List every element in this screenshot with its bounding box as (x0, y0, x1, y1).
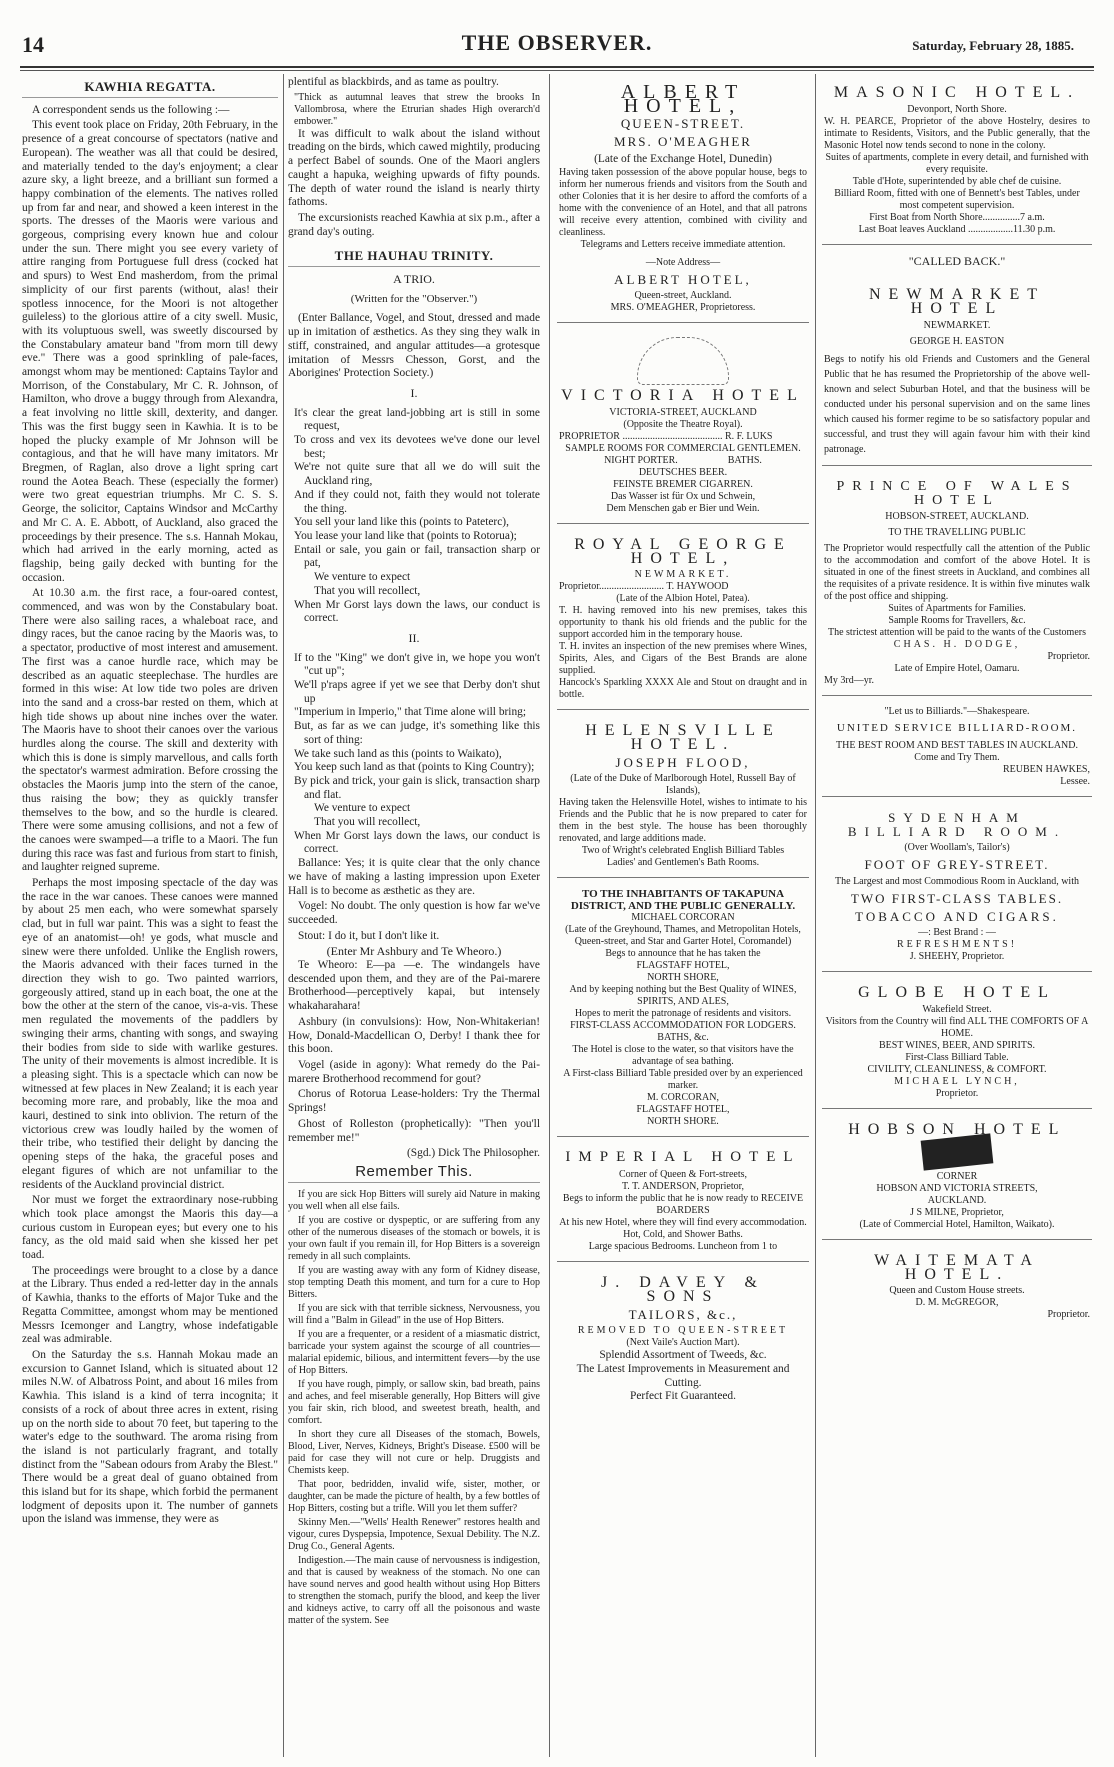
ad-text: AUCKLAND. (927, 1194, 987, 1206)
ad-body: Begs to notify his old Friends and Customers and the General Public that he has resumed the Proprietorship of the above well-known and select Suburban Hotel, and that the business will be conducted under his personal supervision and on the same lines which caused his former regime to be so satisfactory popular and successful, and trust they will again favour him with their kind patronage. (824, 353, 1090, 455)
ad-newmarket-hotel (822, 278, 1092, 465)
ad-text: (Opposite the Theatre Royal). (623, 418, 743, 430)
ad-text: Suites of Apartments for Families. (888, 603, 1026, 615)
ad-text: TO THE TRAVELLING PUBLIC (888, 527, 1026, 539)
ad-paragraph: If you have rough, pimply, or sallow skin, bad breath, pains and aches, and feel miserable generally, Hop Bitters will give you fair skin, rich blood, and sweetest breath, health, and comfort. (288, 1378, 540, 1426)
ad-heading: ALBERT HOTEL, (620, 81, 746, 117)
ad-text: —Note Address— (645, 256, 721, 268)
ad-text: FLAGSTAFF HOTEL, (636, 960, 730, 972)
article-continuation: plentiful as blackbirds, and as tame as poultry. (288, 76, 499, 88)
ad-imperial-hotel (557, 1141, 809, 1262)
ad-proprietor: D. M. McGREGOR, (915, 1297, 999, 1309)
ad-text: Last Boat leaves Auckland ..................11.30 p.m. (858, 223, 1056, 235)
ad-text: SAMPLE ROOMS FOR COMMERCIAL GENTLEMEN. (565, 442, 801, 454)
article-subtitle: A TRIO. (393, 272, 435, 287)
ad-text: Ladies' and Gentlemen's Bath Rooms. (606, 857, 760, 869)
article-paragraph: It was difficult to walk about the island without treading on the birds, which cawed mightily, producing a perfect Babel of sounds. One of the Maori anglers caught a hapuka, weighing upwards of fifty pounds. The depth of water round the island is nearly thirty fathoms. (288, 127, 540, 209)
ad-street: Wakefield Street. (922, 1004, 992, 1016)
ad-text: Lessee. (1060, 775, 1090, 787)
ad-text: And by keeping nothing but the Best Quality of WINES, SPIRITS, AND ALES, (569, 984, 797, 1008)
ad-paragraph: If you are wasting away with any form of Kidney disease, stop tempting Death this moment, and turn for a cure to Hop Bitters. (288, 1264, 540, 1300)
ad-text: Proprietor. (1047, 651, 1090, 663)
ad-davey-tailors (557, 1266, 809, 1412)
chorus-end: When Mr Gorst lays down the laws, our conduct is correct. (294, 829, 540, 856)
signature: (Sgd.) Dick The Philosopher. (407, 1147, 540, 1160)
ad-paragraph: If you are sick with that terrible sickness, Nervousness, you will find a "Balm in Gilead" in the use of Hop Bitters. (288, 1302, 540, 1326)
ad-heading: VICTORIA HOTEL (561, 387, 805, 405)
verse-line: But, as far as we can judge, it's something like this sort of thing: (294, 720, 540, 746)
ad-paragraph: If you are costive or dyspeptic, or are suffering from any other of the numerous diseases of the stomach or bowels, it is your own fault if you remain ill, for Hop Bitters is a sovereign remedy in all such complaints. (288, 1214, 540, 1262)
ad-text: (Late of the Exchange Hotel, Dunedin) (594, 152, 772, 165)
article-title-hauhau: THE HAUHAU TRINITY. (288, 249, 540, 267)
ad-heading: MASONIC HOTEL. (833, 84, 1081, 101)
ad-text: Sample Rooms for Travellers, &c. (888, 615, 1026, 627)
ad-text: (Late of the Duke of Marlborough Hotel, Russell Bay of Islands), (570, 773, 796, 797)
verse-line: "Imperium in Imperio," that Time alone will bring; (294, 706, 527, 719)
ad-text: Dem Menschen gab er Bier und Wein. (606, 502, 760, 514)
ad-signature: CHAS. H. DODGE, (893, 639, 1021, 651)
article-paragraph: On the Saturday the s.s. Hannah Mokau made an excursion to Gannet Island, which is situated about 12 miles N.W. of Albatross Point, and about 16 miles from Kawhia. This island is a kind of terra incognita; it consists of a rock of about three acres in extent, rising up on the north side to about 70 feet, but tapering to the water's edge to the southward. The aroma rising from the island is not particularly fragrant, and totally distinct from the "Sabean odours from Araby the Blest." There would be a great deal of guano obtained from this island but for its shape, which forbid the permanent lodgment of deposits upon it. The number of gannets upon the island was immense, they were as (22, 1348, 278, 1526)
verse-line: We'll p'raps agree if yet we see that Derby don't shut up (294, 679, 540, 705)
dialogue: Vogel (aside in agony): What remedy do the Pai-marere Brotherhood recommend for gout? (288, 1059, 540, 1085)
ad-text: Begs to announce that he has taken the (605, 948, 761, 960)
ad-text: First Boat from North Shore...............7 a.m. (869, 211, 1045, 223)
article-paragraph: At 10.30 a.m. the first race, a four-oared contest, commenced, and was won by the Constabulary boat. There were also sailing races, a whaleboat race, and dingy races, but the canoe racing by the Maoris was, to a spectator, productive of most interest and amusement. The first was a canoe hurdle race, which may be described as an aquatic steeplechase. The hurdles are formed in this wise: At low tide two poles are driven into the sand and a cross-bar rested on them, which at high tide shows up about nine inches over the water. The Maoris have to shoot their canoes over the various hurdles along the course. The skill and dexterity with which this is done is simply marvellous, and calls forth the spectator's warmest admiration. Before crossing the obstacles the Maoris jump into the stern of the canoe, thus raising the bow; they as quickly transfer themselves to the bow, and so the hurdle is cleared. There were some amusing collisions, and not a few of the canoes were swamped—a trifle to a Maori. The fun during this race was fast and furious from start to finish, and laughter reigned supreme. (22, 587, 278, 874)
article-paragraph: The excursionists reached Kawhia at six p.m., after a grand day's outing. (288, 211, 540, 238)
verse-line: You sell your land like this (points to Pateterc), (294, 516, 509, 529)
ink-blot-icon (921, 1133, 994, 1170)
quotation: "Thick as autumnal leaves that strew the brooks In Vallombrosa, where the Etrurian shades High overarch'd embower." (294, 91, 540, 127)
ad-sydenham-billiard (822, 801, 1092, 973)
ad-paragraph: Indigestion.—The main cause of nervousness is indigestion, and that is caused by weakness of the stomach. No one can have sound nerves and good health without using Hop Bitters to strengthen the stomach, purify the blood, and keep the liver and kidneys active, to carry off all the poisonous and waste matter of the system. See (288, 1554, 540, 1626)
dialogue: Ghost of Rolleston (prophetically): "Then you'll remember me!" (288, 1117, 540, 1144)
ad-proprietor: Proprietor.......................... T. HAYWOOD (559, 581, 729, 593)
ad-text: The Latest Improvements in Measurement and Cutting. (576, 1362, 790, 1389)
ad-address: ALBERT HOTEL, (614, 271, 752, 287)
verse-number: I. (410, 385, 418, 400)
dialogue: Stout: I do it, but I don't like it. (298, 929, 440, 942)
ad-text: TWO FIRST-CLASS TABLES. (850, 891, 1064, 907)
ad-heading: ROYAL GEORGE HOTEL, (574, 535, 792, 567)
ad-body: T. H. invites an inspection of the new premises where Wines, Spirits, Ales, and Cigars of the Best Brands are alone supplied. (559, 641, 807, 677)
ad-paragraph: Skinny Men.—"Wells' Health Renewer" restores health and vigour, cures Dyspepsia, Impotence, Sexual Debility. The N.Z. Drug Co., General Agents. (288, 1516, 540, 1552)
ad-hobson-hotel (822, 1113, 1092, 1240)
issue-date: Saturday, February 28, 1885. (912, 38, 1074, 53)
dialogue: Ballance: Yes; it is quite clear that the only chance we have of making a lasting impression upon Exeter Hall is to become as æsthetic as they are. (288, 857, 540, 897)
ad-signature: M. CORCORAN, (647, 1092, 719, 1104)
ad-masonic-hotel (822, 76, 1092, 245)
ad-text: FIRST-CLASS ACCOMMODATION FOR LODGERS. BATHS, &c. (570, 1020, 796, 1044)
article-paragraph: The proceedings were brought to a close by a dance at the Library. Thus ended a red-letter day in the annals of Kawhia, thanks to the efforts of Major Tuke and the Regatta Committee, amongst whom may be mentioned Messrs Icemonger and Langtry, whose indefatigable zeal was admirable. (22, 1264, 278, 1346)
ad-heading: SYDENHAM BILLIARD ROOM. (847, 809, 1067, 839)
ad-helensville-hotel (557, 714, 809, 878)
ad-text: REFRESHMENTS! (896, 939, 1018, 951)
ad-text: Table d'Hote, superintended by able chef de cuisine. (852, 175, 1062, 187)
column-divider (815, 74, 816, 1757)
ad-text: CORNER (936, 1170, 978, 1182)
chorus-line: We venture to expect (314, 571, 411, 584)
column-1 (22, 76, 278, 1757)
ad-street: VICTORIA-STREET, AUCKLAND (609, 406, 757, 418)
ad-heading: IMPERIAL HOTEL (565, 1149, 801, 1166)
ad-text: Large spacious Bedrooms. Luncheon from 1 to (588, 1241, 778, 1253)
ad-text: Suites of apartments, complete in every detail, and furnished with every requisite. (825, 151, 1089, 175)
ad-text: Telegrams and Letters receive immediate attention. (580, 238, 786, 250)
ad-text: Late of Empire Hotel, Oamaru. (894, 663, 1020, 675)
ad-text: Proprietor. (1047, 1309, 1090, 1321)
ad-text: (Over Woollam's, Tailor's) (904, 842, 1010, 854)
ad-street: HOBSON-STREET, AUCKLAND. (885, 511, 1029, 523)
dialogue: Ashbury (in convulsions): How, Non-Whitakerian! How, Donald-Macdellican O, Derby! I thank thee for this boon. (288, 1015, 540, 1056)
ad-body: W. H. PEARCE, Proprietor of the above Hostelry, desires to intimate to Residents, Visitors, and the Public generally, that the Masonic Hotel now tends second to none in the colony. (824, 115, 1090, 151)
verse-line: And if they could not, faith they would not tolerate the thing. (294, 488, 540, 515)
ad-text: Proprietor. (935, 1088, 979, 1100)
verse-number: II. (408, 630, 420, 645)
ad-paragraph: If you are a frequenter, or a resident of a miasmatic district, barricade your system against the scourge of all countries—malarial epidemic, bilious, and intermittent fevers—by the use of Hop Bitters. (288, 1328, 540, 1376)
ad-heading: HOBSON HOTEL (848, 1121, 1066, 1139)
dialogue: Vogel: No doubt. The only question is how far we've succeeded. (288, 900, 540, 926)
ad-text: NIGHT PORTER. BATHS. (604, 454, 762, 466)
article-paragraph: Nor must we forget the extraordinary nose-rubbing which took place amongst the Maoris this day—a curious custom in European eyes; but every one to his fancy, as the old maid said when she kissed her pet toad. (22, 1194, 278, 1262)
ad-albert-hotel (557, 76, 809, 323)
ad-body: T. H. having removed into his new premises, takes this opportunity to thank his old friends and the public for the support accorded him in the temporary house. (559, 605, 807, 641)
ad-paragraph: If you are sick Hop Bitters will surely aid Nature in making you well when all else fails. (288, 1188, 540, 1212)
newspaper-title: THE OBSERVER. (461, 30, 653, 55)
ad-text: FEINSTE BREMER CIGARREN. (613, 478, 753, 490)
ad-text: Hopes to merit the patronage of residents and visitors. (574, 1008, 792, 1020)
ad-text: THE BEST ROOM AND BEST TABLES IN AUCKLAND. (836, 739, 1078, 751)
ad-text: TOBACCO AND CIGARS. (855, 908, 1059, 924)
ad-street: QUEEN-STREET. (620, 116, 746, 132)
masthead-rule-thin (20, 70, 1094, 71)
verse-line: You keep such land as that (points to King Country); (294, 761, 535, 774)
ad-title-remember: Remember This. (288, 1165, 540, 1183)
ad-text: FOOT OF GREY-STREET. (864, 857, 1050, 873)
ad-text: Queen-street, Auckland. (634, 290, 732, 302)
ad-text: BEST WINES, BEER, AND SPIRITS. (878, 1040, 1036, 1052)
ad-text: CIVILITY, CLEANLINESS, & COMFORT. (867, 1064, 1047, 1076)
ad-royal-george-hotel (557, 528, 809, 710)
dialogue: Te Wheoro: E—pa —e. The windangels have descended upon them, and they are of the Pai-marere Brotherhood—perceptively kapai, but intensely whakaharahara! (288, 959, 540, 1013)
ad-heading: WAITEMATA HOTEL. (874, 1251, 1040, 1283)
royal-crest-icon (637, 337, 729, 385)
column-divider (549, 74, 550, 1757)
ad-text: (Late of the Greyhound, Thames, and Metropolitan Hotels, Queen-street, and Star and Garter Hotel, Coromandel) (565, 924, 801, 948)
ad-proprietor: J S MILNE, Proprietor, (910, 1206, 1004, 1218)
ad-text: Billiard Room, fitted with one of Bennett's best Tables, under most competent supervision. (834, 187, 1080, 211)
article-title-kawhia: KAWHIA REGATTA. (22, 80, 278, 98)
ad-text: Perfect Fit Guaranteed. (630, 1390, 736, 1403)
verse-line: If to the "King" we don't give in, we hope you won't "cut up"; (294, 651, 540, 678)
ad-heading: NEWMARKET HOTEL (869, 286, 1045, 318)
verse-line: We're not quite sure that all we do will suit the Auckland ring, (294, 461, 540, 488)
ad-signature: REUBEN HAWKES, (1003, 763, 1090, 775)
ad-text: FLAGSTAFF HOTEL, (636, 1104, 730, 1116)
ad-text: The Hotel is close to the water, so that visitors have the advantage of sea bathing. (572, 1044, 794, 1068)
verse-line: To cross and vex its devotees we've done our level best; (294, 434, 540, 460)
ad-united-service-billiard (822, 700, 1092, 797)
ad-text: HOBSON AND VICTORIA STREETS, (876, 1182, 1038, 1194)
ad-proprietor: JOSEPH FLOOD, (615, 754, 751, 770)
ad-heading: UNITED SERVICE BILLIARD-ROOM. (836, 722, 1078, 735)
chorus-line: We venture to expect (314, 802, 411, 815)
ad-paragraph: That poor, bedridden, invalid wife, sister, mother, or daughter, can be made the picture of health, by a few bottles of Hop Bitters, costing but a trifle. Will you let them suffer? (288, 1478, 540, 1514)
verse-line: By pick and trick, your gain is slick, transaction sharp and flat. (294, 774, 540, 801)
ad-body: Hancock's Sparkling XXXX Ale and Stout on draught and in bottle. (559, 677, 807, 701)
chorus-line: That you will recollect, (314, 584, 421, 597)
ad-heading: PRINCE OF WALES HOTEL (836, 478, 1078, 508)
ad-body: Having taken possession of the above popular house, begs to inform her numerous friends and visitors from the South and other Colonies that it is her desire to afford the comforts of a home with the convenience of an Hotel, and that all patrons will receive every attention, combined with civility and cleanliness. (559, 166, 807, 238)
ad-text: MRS. O'MEAGHER, Proprietoress. (610, 302, 756, 314)
ad-waitemata-hotel (822, 1244, 1092, 1329)
ad-proprietor: T. T. ANDERSON, Proprietor, (621, 1181, 745, 1193)
ad-text: Come and Try Them. (914, 751, 1000, 763)
ad-text: DEUTSCHES BEER. (638, 466, 728, 478)
chorus-end: When Mr Gorst lays down the laws, our conduct is correct. (294, 598, 540, 625)
ad-proprietor: J. SHEEHY, Proprietor. (909, 951, 1005, 963)
verse-line: You lease your land like that (points to Rotorua); (294, 529, 517, 542)
ad-proprietor: MRS. O'MEAGHER (614, 134, 752, 150)
ad-signature: MICHAEL LYNCH, (894, 1076, 1020, 1088)
ad-quote: "Let us to Billiards."—Shakespeare. (884, 706, 1030, 718)
ad-proprietor: MICHAEL CORCORAN (631, 912, 735, 924)
ad-text: My 3rd—yr. (824, 675, 874, 687)
article-paragraph: Perhaps the most imposing spectacle of the day was the race in the war canoes. These canoes were manned by about 25 men each, who were somewhat sparsely clad, but in full war paint. This was a sight to feast the eye of an anatomist—oh! ye gods, what muscle and sinew were there unfolded. Unlike the English rowers, the Maoris advanced with their faces turned in the direction they wish to go. Two painted warriors, gorgeously attired, stand up in each boat, the one at the bow the other at the stern of the canoe, vis-a-vis. These men regulated the movements of the paddlers by swinging their arms, chanting with songs, and swaying their bodies from side to side with warlike gestures. The unity of their movements is almost incredible. It is a pleasing sight. This is a spectacle which can now be witnessed at few places in New Zealand; it is each year becoming more rare, and probably, like the moa and kauri, destined to sink into oblivion. The return of the victorious crew was loudly hailed by the women of their tribe, who testified their delight by dancing the opening steps of the haka, the graceful poses and elegant figures of which are not unfamiliar to the residents of the Auckland provincial district. (22, 877, 278, 1191)
ad-proprietor: PROPRIETOR ........................................ R. F. LUKS (559, 430, 773, 442)
page-number: 14 (22, 32, 44, 57)
verse-line: Entail or sale, you gain or fail, transaction sharp or pat, (294, 543, 540, 570)
verse-line: It's clear the great land-jobbing art is still in some request, (294, 406, 540, 433)
verse-1 (288, 407, 540, 626)
ad-text: Visitors from the Country will find ALL THE COMFORTS OF A HOME. (825, 1016, 1089, 1040)
verse-line: We take such land as this (points to Waikato), (294, 747, 502, 760)
ad-text: At his new Hotel, where they will find every accommodation. Hot, Cold, and Shower Baths. (559, 1217, 807, 1241)
ad-body: The Proprietor would respectfully call the attention of the Public to the accommodation and comfort of the above Hotel. It is situated in one of the finest streets in Auckland, and combines all the requisites of a private residence. It is within five minutes walk of the post office and shipping. (824, 543, 1090, 603)
column-divider (283, 74, 284, 1757)
column-3 (557, 76, 809, 1757)
column-4 (822, 76, 1092, 1757)
ad-street: NEWMARKET. (634, 569, 732, 581)
ad-prince-of-wales-hotel (822, 470, 1092, 696)
ad-flagstaff-hotel (557, 882, 809, 1137)
ad-text: The Largest and most Commodious Room in Auckland, with (835, 876, 1079, 888)
ad-text: Das Wasser ist für Ox und Schwein, (610, 490, 756, 502)
ad-heading: HELENSVILLE HOTEL. (585, 722, 781, 754)
ad-text: (Next Vaile's Auction Mart). (626, 1337, 740, 1349)
ad-text: (Late of Commercial Hotel, Hamilton, Waikato). (859, 1218, 1055, 1230)
masthead-rule (20, 66, 1094, 68)
ad-street: NEWMARKET. (923, 319, 991, 331)
column-2 (288, 76, 540, 1757)
dialogue: Chorus of Rotorua Lease-holders: Try the Thermal Springs! (288, 1088, 540, 1115)
ad-text: (Late of the Albion Hotel, Patea). (616, 593, 750, 605)
ad-body: Having taken the Helensville Hotel, wishes to intimate to his Friends and the Public that he is now prepared to cater for them in the best style. The house has been thoroughly renovated, and large additions made. (559, 797, 807, 845)
ad-globe-hotel (822, 976, 1092, 1109)
ad-text: Two of Wright's celebrated English Billiard Tables (581, 845, 785, 857)
ad-text: REMOVED TO QUEEN-STREET (577, 1325, 789, 1337)
byline: (Written for the "Observer.") (350, 292, 478, 305)
stage-direction: (Enter Mr Ashbury and Te Wheoro.) (326, 944, 502, 959)
chorus-line: That you will recollect, (314, 816, 421, 829)
ad-text: —: Best Brand : — (918, 927, 996, 939)
ad-proprietor: GEORGE H. EASTON (909, 335, 1005, 347)
ad-text: The strictest attention will be paid to the wants of the Customers (827, 627, 1086, 639)
ad-text: Splendid Assortment of Tweeds, &c. (599, 1349, 767, 1362)
ad-heading: GLOBE HOTEL (858, 984, 1056, 1002)
ad-paragraph: In short they cure all Diseases of the stomach, Bowels, Blood, Liver, Nerves, Kidneys, Bright's Disease. £500 will be paid for case they will not cure or help. Druggists and Chemists keep. (288, 1428, 540, 1476)
ad-text: TAILORS, &c., (628, 1306, 738, 1322)
notice-called-back: "CALLED BACK." (908, 253, 1006, 268)
stage-direction: (Enter Ballance, Vogel, and Stout, dressed and made up in imitation of æsthetics. As they sing they walk in stiff, constrained, and angular attitudes—a grotesque imitation of Messrs Chesson, Gorst, and the Aborigines' Protection Society.) (288, 312, 540, 380)
ad-street: Devonport, North Shore. (907, 103, 1007, 115)
ad-text: Begs to inform the public that he is now ready to RECEIVE BOARDERS (562, 1193, 804, 1217)
ad-text: First-Class Billiard Table. (905, 1052, 1009, 1064)
article-paragraph: This event took place on Friday, 20th February, in the presence of a great concourse of spectators (native and European). The weather was all that could be desired, and materially tended to the day's enjoyment; a clear azure sky, a light breeze, and a brilliant sun formed a happy combination of the elements. The natives rolled up from far and near, and showed a keen interest in the sports. The dresses of the Maoris were various and gorgeous, comprising every known hue and colour under the sun. There might you see every variety of attire ranging from Portuguese full dress (cocked hat and spurs) to West End masherdom, from the primal simplicity of our first parents (without, alas! their spotless innocence, for the Moori is not altogether guileless) to the glorious attire of a city swell. Music, with its voluptuous swell, was sweetly discoursed by the Constabulary amateur band "from morn till dewy eve." There was a good sprinkling of pale-faces, amongst whom may be mentioned: Captains Taylor and Morrison, of the Constabulary, Mr C. R. Johnson, of Hamilton, who drove a buggy through from Alexandra, a feat involving no little skill, dexterity, and danger. This was the first buggy seen in Kawhia. It is to be hoped the plucky example of Mr Johnson will be contagious, and that he will have many imitators. Mr Bregmen, of Raglan, also drove a light spring cart round the Aotea Beach. These (especially the former) were two great equestrian triumphs. Mr C. S. S. George, the solicitor, Captains Windsor and McCarthy and Mr C. A. E. Abbott, of Auckland, also graced the proceedings by their presence. The s.s. Hannah Mokau, which had arrived in the early morning, acted as flagship, being gaily decked with bunting for the occasion. (22, 119, 278, 584)
masthead (0, 0, 1114, 62)
ad-street: Queen and Custom House streets. (889, 1285, 1025, 1297)
ad-text: NORTH SHORE, (647, 972, 719, 984)
ad-heading: J. DAVEY & SONS (600, 1274, 765, 1305)
ad-heading: TO THE INHABITANTS OF TAKAPUNA DISTRICT, AND THE PUBLIC GENERALLY. (570, 888, 796, 913)
article-paragraph: A correspondent sends us the following :— (32, 103, 230, 116)
ad-text: NORTH SHORE. (647, 1116, 719, 1128)
verse-2 (288, 652, 540, 858)
ad-text: A First-class Billiard Table presided over by an experienced marker. (563, 1068, 803, 1092)
ad-text: Corner of Queen & Fort-streets, (618, 1169, 748, 1181)
ad-victoria-hotel (557, 327, 809, 524)
